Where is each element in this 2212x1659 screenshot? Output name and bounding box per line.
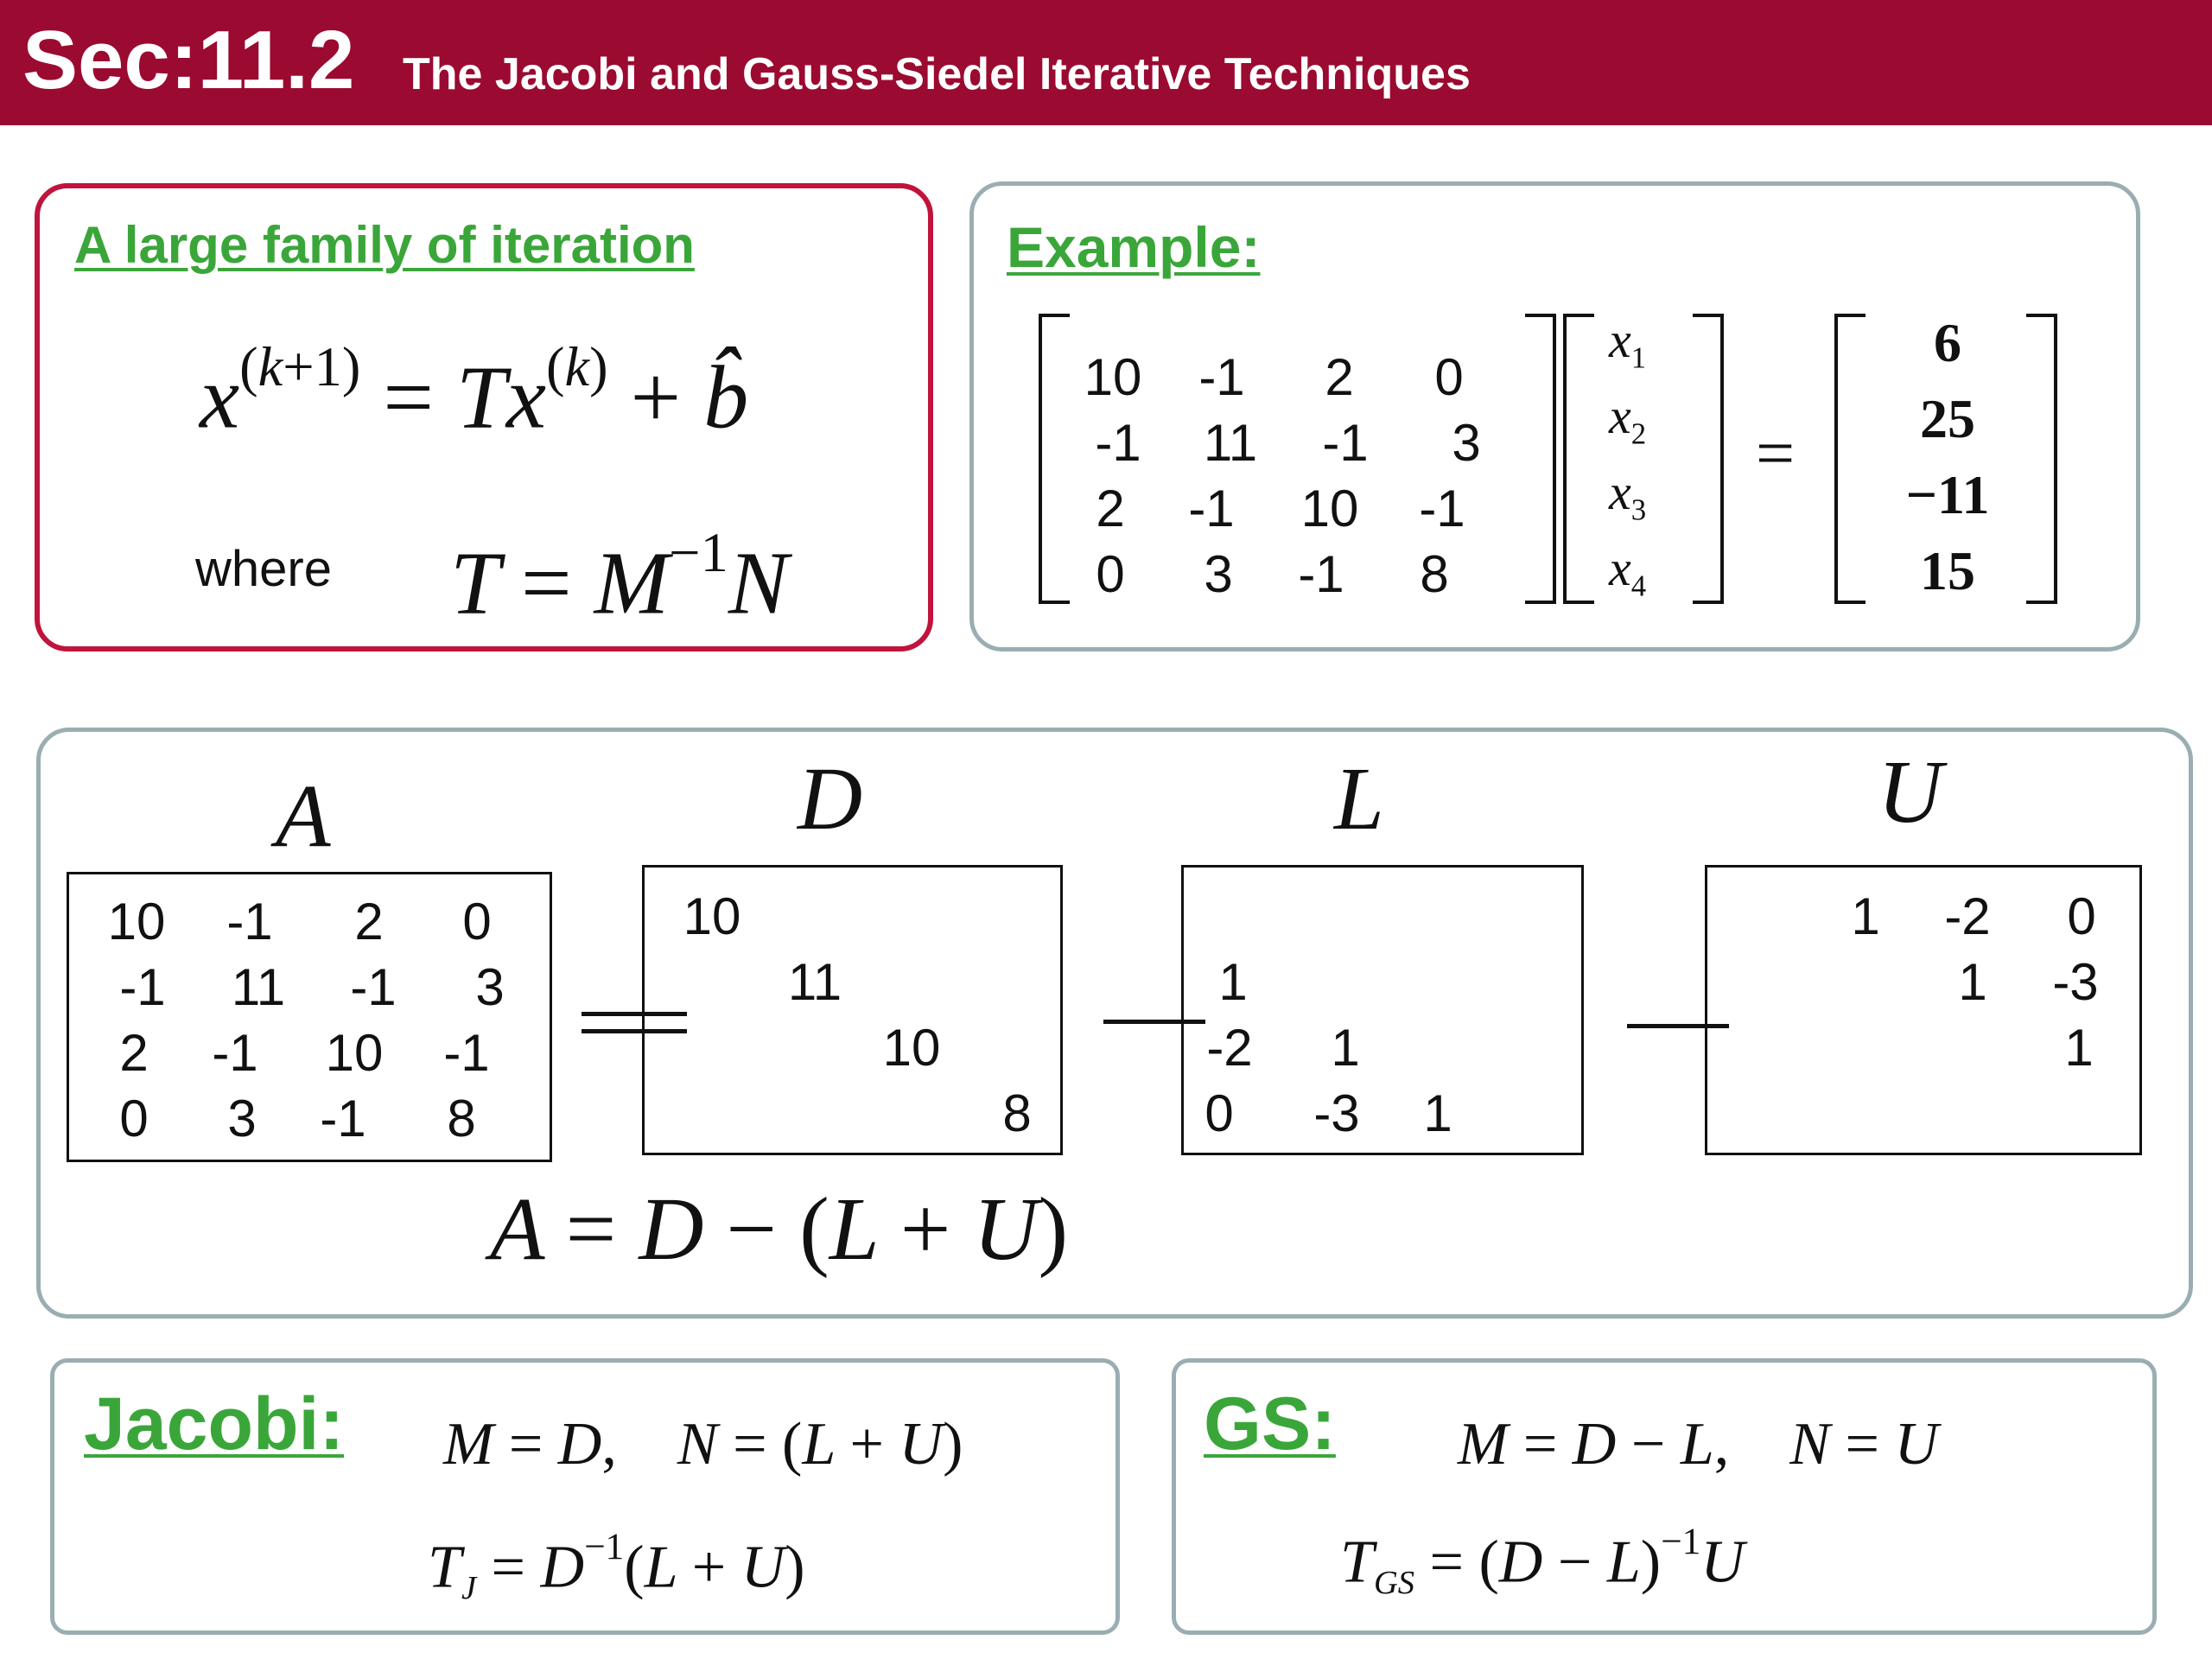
rhs-left-bracket	[1834, 314, 1866, 604]
matrix-A-cell: -1	[226, 893, 273, 950]
gs-panel	[1172, 1358, 2157, 1635]
gs-mn-formula: M = D − L, N = U	[1458, 1411, 1939, 1478]
page-title: The Jacobi and Gauss-Siedel Iterative Techniques	[403, 49, 1471, 99]
matrix-U-cell: 1	[2064, 1019, 2094, 1077]
iteration-family-panel	[35, 183, 933, 652]
where-label: where	[195, 541, 332, 597]
matrix-cell: 0	[1096, 545, 1125, 603]
matrix-D-cell: 10	[882, 1019, 941, 1077]
matrix-U-cell: 0	[2067, 887, 2096, 945]
iteration-formula: $x^{(k+1)} = Tx^{(k)}$ + b̂	[200, 336, 749, 448]
example-panel	[969, 181, 2140, 652]
matrix-A-cell: 3	[227, 1090, 257, 1147]
matrix-cell: -1	[1095, 414, 1141, 472]
matrix-cell: -1	[1298, 545, 1344, 603]
matrix-L-cell: 0	[1205, 1084, 1234, 1142]
matrix-cell: 3	[1452, 414, 1481, 472]
matrix-A-cell: 2	[354, 893, 384, 950]
matrix-cell: -1	[1322, 414, 1369, 472]
matrix-U-cell: 1	[1958, 953, 1987, 1011]
splitting-formula: A = D − (L + U)	[490, 1179, 1069, 1279]
jacobi-panel	[50, 1358, 1120, 1635]
vector-left-bracket	[1563, 314, 1594, 604]
vector-x2: $x_2$	[1609, 388, 1647, 451]
matrix-right-bracket	[1525, 314, 1556, 604]
matrix-cell: -1	[1198, 348, 1245, 406]
rhs-value: 25	[1920, 388, 1975, 449]
matrix-A-cell: 10	[107, 893, 166, 950]
jacobi-title: Jacobi:	[84, 1382, 345, 1465]
matrix-cell: 11	[1203, 414, 1258, 472]
label-L: L	[1334, 749, 1384, 849]
matrix-A-cell: 8	[447, 1090, 476, 1147]
matrix-cell: -1	[1188, 480, 1235, 537]
matrix-D-cell: 8	[1002, 1084, 1032, 1142]
matrix-D-cell: 10	[683, 887, 741, 945]
label-A: A	[276, 766, 331, 866]
matrix-A-cell: -1	[119, 958, 166, 1016]
iteration-family-title: A large family of iteration	[74, 216, 695, 274]
matrix-cell: 3	[1204, 545, 1233, 603]
vector-right-bracket	[1693, 314, 1724, 604]
matrix-left-bracket	[1039, 314, 1070, 604]
rhs-value: 6	[1934, 312, 1961, 373]
vector-x4: $x_4$	[1609, 540, 1647, 603]
matrix-A-cell: 10	[325, 1024, 384, 1082]
rhs-value: 15	[1920, 540, 1975, 601]
section-number: Sec:11.2	[22, 14, 355, 106]
matrix-cell: 10	[1300, 480, 1359, 537]
label-D: D	[798, 749, 863, 849]
matrix-A-cell: 0	[119, 1090, 149, 1147]
matrix-A-cell: -1	[350, 958, 397, 1016]
matrix-A-cell: -1	[212, 1024, 258, 1082]
matrix-A-cell: -1	[443, 1024, 490, 1082]
matrix-L-cell: -2	[1206, 1019, 1253, 1077]
matrix-L-cell: 1	[1331, 1019, 1360, 1077]
matrix-cell: 0	[1434, 348, 1464, 406]
equals-sign: =	[1756, 416, 1796, 492]
matrix-cell: -1	[1419, 480, 1465, 537]
matrix-cell: 2	[1096, 480, 1125, 537]
gs-title: GS:	[1204, 1382, 1336, 1465]
matrix-cell: 8	[1420, 545, 1449, 603]
t-definition: $T = M^{-1}N$	[450, 522, 789, 633]
matrix-L-cell: 1	[1423, 1084, 1452, 1142]
decomposition-panel	[36, 728, 2193, 1319]
matrix-U-cell: 1	[1851, 887, 1880, 945]
matrix-U-cell: -2	[1944, 887, 1991, 945]
label-U: U	[1878, 742, 1943, 842]
matrix-A-cell: 2	[119, 1024, 149, 1082]
example-title: Example:	[1007, 215, 1261, 279]
gs-t-formula: TGS = $(D - L)^{-1}U$	[1340, 1521, 1745, 1602]
vector-x3: $x_3$	[1609, 464, 1647, 527]
matrix-cell: 10	[1084, 348, 1142, 406]
vector-x1: $x_1$	[1609, 312, 1647, 375]
jacobi-mn-formula: M = D, N = (L + U)	[443, 1411, 963, 1478]
jacobi-t-formula: TJ = $D^{-1}(L + U)$	[428, 1526, 805, 1607]
header-bar	[0, 0, 2212, 125]
matrix-cell: 2	[1325, 348, 1354, 406]
matrix-A-cell: 0	[462, 893, 492, 950]
matrix-L-cell: -3	[1313, 1084, 1360, 1142]
matrix-U-cell: -3	[2052, 953, 2099, 1011]
matrix-L-cell: 1	[1218, 953, 1248, 1011]
rhs-right-bracket	[2026, 314, 2057, 604]
matrix-D-cell: 11	[787, 953, 842, 1011]
matrix-A-cell: -1	[320, 1090, 366, 1147]
matrix-A-cell: 11	[231, 958, 286, 1016]
rhs-value: −11	[1905, 464, 1990, 525]
matrix-A-cell: 3	[475, 958, 505, 1016]
